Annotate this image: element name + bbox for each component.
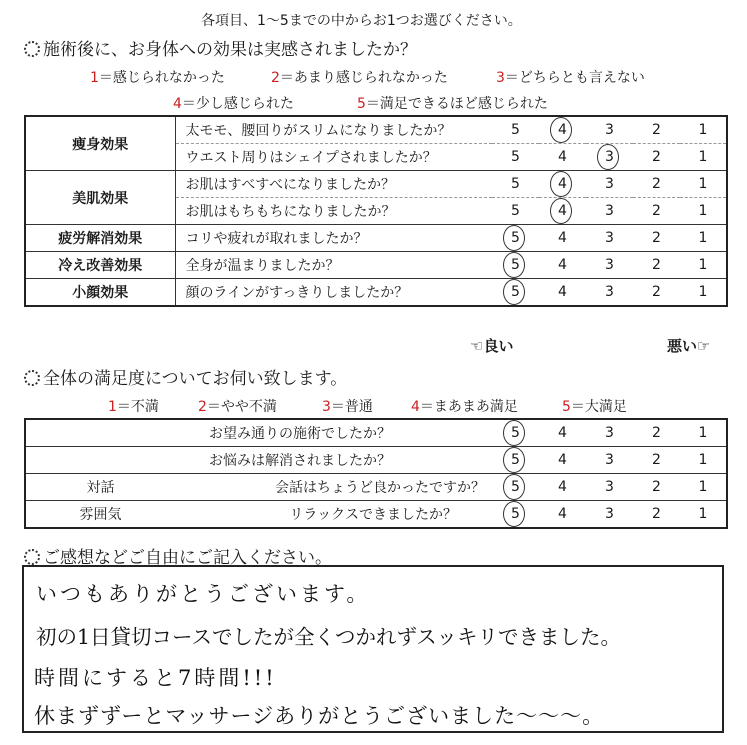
handwritten-line: 休まずずーとマッサージありがとうございました～～～。: [34, 704, 605, 728]
rating-option-3[interactable]: 3: [605, 479, 614, 495]
rating-option-1[interactable]: 1: [698, 149, 708, 165]
question-text: お肌はもちもちになりましたか？: [175, 198, 492, 225]
rating-selected-5[interactable]: 5: [511, 257, 520, 273]
table-row: [25, 252, 727, 279]
question-text: お悩みは解消されましたか？: [25, 447, 492, 474]
legend-1: 1＝感じられなかった: [90, 70, 225, 86]
table-row: [25, 447, 727, 474]
table-row: [25, 171, 727, 198]
question-text: リラックスできましたか？: [289, 507, 457, 523]
rating-option-1[interactable]: 1: [698, 203, 708, 219]
rating-option-1[interactable]: 1: [698, 452, 708, 468]
table-row: [25, 116, 727, 144]
row-label: 対話: [25, 474, 175, 501]
rating-option-4[interactable]: 4: [558, 230, 567, 246]
rating-option-3[interactable]: 3: [605, 122, 614, 138]
rating-selected-3[interactable]: 3: [605, 149, 614, 165]
question-text: お望み通りの施術でしたか？: [25, 419, 492, 447]
rating-option-2[interactable]: 2: [652, 506, 661, 522]
rating-selected-5[interactable]: 5: [511, 479, 520, 495]
rating-option-5[interactable]: 5: [511, 149, 520, 165]
rating-option-1[interactable]: 1: [698, 257, 708, 273]
rating-option-4[interactable]: 4: [558, 479, 567, 495]
rating-option-1[interactable]: 1: [698, 479, 708, 495]
rating-option-2[interactable]: 2: [652, 230, 661, 246]
section1-title-text: 施術後に、お身体への効果は実感されましたか？: [43, 40, 417, 60]
rating-option-4[interactable]: 4: [558, 452, 567, 468]
rating-option-1[interactable]: 1: [698, 230, 708, 246]
legend2-1: 1＝不満: [108, 399, 159, 415]
rating-selected-4[interactable]: 4: [558, 122, 567, 138]
flower-icon: [24, 549, 40, 565]
category-label: 美肌効果: [25, 171, 175, 225]
rating-selected-5[interactable]: 5: [511, 506, 520, 522]
rating-option-2[interactable]: 2: [652, 452, 661, 468]
legend2-2: 2＝やや不満: [198, 399, 277, 415]
rating-option-2[interactable]: 2: [652, 284, 661, 300]
instruction-text: 各項目、1～5までの中からお1つお選びください。: [201, 13, 522, 29]
category-label: 小顔効果: [25, 279, 175, 307]
rating-option-2[interactable]: 2: [652, 257, 661, 273]
section1-title: [24, 35, 417, 60]
rating-option-3[interactable]: 3: [605, 230, 614, 246]
rating-option-2[interactable]: 2: [652, 149, 661, 165]
legend-5: 5＝満足できるほど感じられた: [357, 96, 548, 112]
legend2-4: 4＝まあまあ満足: [411, 399, 518, 415]
bad-label: 悪い☞: [667, 337, 711, 355]
table-row: [25, 501, 727, 529]
table-row: [25, 474, 727, 501]
row-label: 雰囲気: [79, 507, 122, 523]
rating-option-4[interactable]: 4: [558, 284, 567, 300]
rating-option-1[interactable]: 1: [698, 506, 708, 522]
question-text: 会話はちょうど良かったですか？: [175, 474, 492, 501]
effects-table: [24, 115, 728, 307]
pointing-hand-icon: ☞: [697, 337, 711, 355]
flower-icon: [24, 370, 40, 386]
rating-option-1[interactable]: 1: [698, 284, 708, 300]
rating-option-1[interactable]: 1: [698, 425, 708, 441]
rating-option-4[interactable]: 4: [558, 149, 567, 165]
rating-option-3[interactable]: 3: [605, 257, 614, 273]
rating-option-3[interactable]: 3: [605, 203, 614, 219]
question-text: 太モモ、腰回りがスリムになりましたか？: [175, 116, 492, 144]
rating-selected-5[interactable]: 5: [511, 425, 520, 441]
good-label: ☜良い: [470, 337, 514, 355]
rating-option-1[interactable]: 1: [698, 176, 708, 192]
question-text: お肌はすべすべになりましたか？: [175, 171, 492, 198]
satisfaction-table: [24, 418, 728, 529]
rating-option-3[interactable]: 3: [605, 176, 614, 192]
rating-option-3[interactable]: 3: [605, 452, 614, 468]
table-row: [25, 225, 727, 252]
section2-title-text: 全体の満足度についてお伺い致します。: [43, 369, 348, 389]
rating-option-5[interactable]: 5: [511, 203, 520, 219]
pointing-hand-icon: ☜: [470, 337, 484, 355]
rating-selected-4[interactable]: 4: [558, 203, 567, 219]
rating-selected-5[interactable]: 5: [511, 230, 520, 246]
rating-option-2[interactable]: 2: [652, 122, 661, 138]
legend2-5: 5＝大満足: [562, 399, 627, 415]
rating-option-3[interactable]: 3: [605, 506, 614, 522]
legend-4: 4＝少し感じられた: [173, 96, 294, 112]
table-row: [25, 279, 727, 307]
rating-option-2[interactable]: 2: [652, 203, 661, 219]
table-row: [25, 419, 727, 447]
rating-selected-5[interactable]: 5: [511, 452, 520, 468]
legend-2: 2＝あまり感じられなかった: [271, 70, 448, 86]
rating-option-2[interactable]: 2: [652, 176, 661, 192]
section3-title-text: ご感想などご自由にご記入ください。: [43, 548, 332, 568]
rating-option-2[interactable]: 2: [652, 479, 661, 495]
handwritten-line: 初の1日貸切コースでしたが全くつかれずスッキリできました。: [36, 625, 621, 649]
handwritten-line: 時間にすると7時間!!!: [34, 666, 277, 690]
rating-option-3[interactable]: 3: [605, 425, 614, 441]
handwritten-line: いつもありがとうございます。: [36, 582, 371, 606]
legend2-3: 3＝普通: [322, 399, 373, 415]
legend-3: 3＝どちらとも言えない: [496, 70, 645, 86]
question-text: ウエスト周りはシェイプされましたか？: [175, 144, 492, 171]
rating-selected-5[interactable]: 5: [511, 284, 520, 300]
category-label: 痩身効果: [25, 116, 175, 171]
rating-option-4[interactable]: 4: [558, 506, 567, 522]
rating-option-4[interactable]: 4: [558, 257, 567, 273]
question-text: 全身が温まりましたか？: [175, 252, 492, 279]
rating-option-5[interactable]: 5: [511, 176, 520, 192]
question-text: コリや疲れが取れましたか？: [175, 225, 492, 252]
flower-icon: [24, 41, 40, 57]
rating-option-1[interactable]: 1: [698, 122, 708, 138]
rating-option-5[interactable]: 5: [511, 122, 520, 138]
rating-option-4[interactable]: 4: [558, 425, 567, 441]
category-label: 疲労解消効果: [25, 225, 175, 252]
section2-title: [24, 364, 347, 389]
rating-option-2[interactable]: 2: [652, 425, 661, 441]
question-text: 顔のラインがすっきりしましたか？: [185, 285, 409, 301]
rating-selected-4[interactable]: 4: [558, 176, 567, 192]
category-label: 冷え改善効果: [25, 252, 175, 279]
rating-option-3[interactable]: 3: [605, 284, 614, 300]
